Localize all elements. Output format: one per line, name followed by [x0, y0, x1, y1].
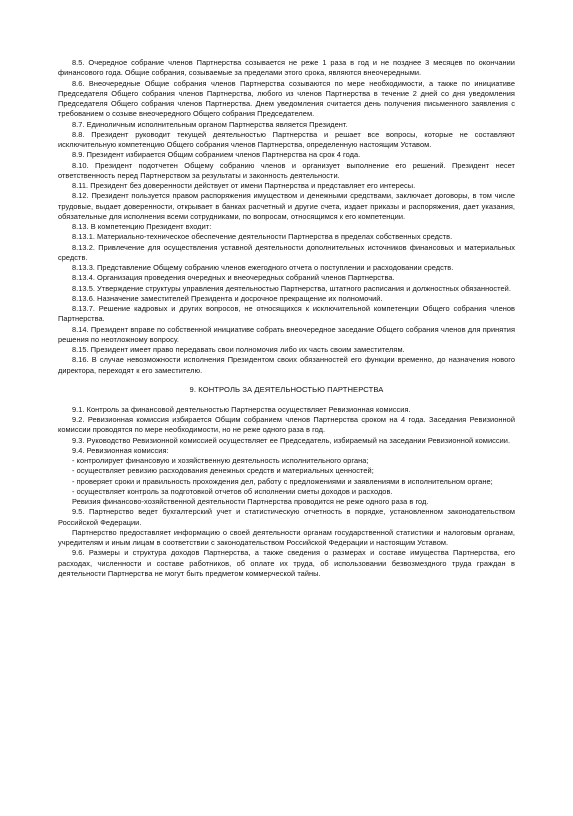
paragraph-8-13-3: 8.13.3. Представление Общему собранию членов ежегодного отчета о поступлении и расходовании средств. [72, 263, 454, 272]
paragraph-8-13-6: 8.13.6. Назначение заместителей Президента и досрочное прекращение их полномочий. [72, 293, 383, 303]
paragraph-8-12: 8.12. Президент пользуется правом распоряжения имуществом и денежными средствами, заключает договоры, в том числе трудовые, выдает доверенности, открывает в банках расчетный и другие счета, издает приказы и распоряжения, дает указания, обязательные для исполнения всеми сотрудниками, по вопросам, относящимся к его компетенции. [58, 191, 515, 221]
paragraph-9-1: 9.1. Контроль за финансовой деятельностью Партнерства осуществляет Ревизионная комиссия. [72, 404, 411, 414]
section-8-body [58, 58, 515, 376]
paragraph-8-16: 8.16. В случае невозможности исполнения Президентом своих обязанностей его функции временно, до назначения нового директора, переходят к его заместителю. [58, 355, 515, 375]
paragraph-8-13-7: 8.13.7. Решение кадровых и других вопросов, не относящихся к исключительной компетенции Общего собрания членов Партнерства. [58, 304, 515, 324]
list-item-9-4-d: - осуществляет контроль за подготовкой отчетов об исполнении сметы доходов и расходов. [72, 486, 393, 496]
paragraph-8-6: 8.6. Внеочередные Общие собрания членов Партнерства созываются по мере необходимости, а также по инициативе Председателя Общего собрания членов Партнерства, любого из членов Партнерства в течение 2 дней со дня уведомления Председателя Общего собрания членов Партнерства. Днем уведомления считается день получения письменного заявления с требованием о созыве внеочередного Общего собрания Председателем. [58, 78, 515, 119]
paragraph-8-9: 8.9. Президент избирается Общим собранием членов Партнерства на срок 4 года. [72, 150, 361, 160]
paragraph-8-10: 8.10. Президент подотчетен Общему собранию членов и организует выполнение его решений. Президент несет ответственность перед Партнерством за результаты и законность деятельности. [58, 160, 515, 180]
list-item-9-4-a: - контролирует финансовую и хозяйственную деятельность исполнительного органа; [72, 456, 369, 465]
paragraph-9-4: 9.4. Ревизионная комиссия: [72, 445, 169, 455]
paragraph-8-13-4: 8.13.4. Организация проведения очередных и внеочередных собраний членов Партнерства. [72, 273, 395, 283]
list-item-9-4-b: - осуществляет ревизию расходования денежных средств и материальных ценностей; [72, 466, 374, 476]
paragraph-9-5: 9.5. Партнерство ведет бухгалтерский учет и статистическую отчетность в порядке, установленном законодательством Российской Федерации. [58, 507, 515, 527]
paragraph-8-8: 8.8. Президент руководит текущей деятельностью Партнерства и решает все вопросы, которые не составляют исключительную компетенцию Общего собрания членов Партнерства, определенную настоящим Уставом. [58, 129, 515, 149]
paragraph-8-14: 8.14. Президент вправе по собственной инициативе собрать внеочередное заседание Общего собрания членов для принятия решения по неотложному вопросу. [58, 324, 515, 344]
paragraph-8-13: 8.13. В компетенцию Президент входит: [72, 222, 212, 231]
list-item-9-4-c: - проверяет сроки и правильность прохождения дел, работу с предложениями и заявлениями в исполнительном органе; [72, 476, 493, 486]
paragraph-9-5-info: Партнерство предоставляет информацию о своей деятельности органам государственной статистики и налоговым органам, учредителям и иным лицам в соответствии с законодательством Российской Федерации и настоящим Уставом. [58, 527, 515, 547]
paragraph-8-15: 8.15. Президент имеет право передавать свои полномочия либо их часть своим заместителям. [72, 345, 405, 354]
paragraph-8-7: 8.7. Единоличным исполнительным органом Партнерства является Президент. [72, 119, 348, 129]
section-9-body [58, 405, 515, 579]
paragraph-8-13-1: 8.13.1. Материально-техническое обеспечение деятельности Партнерства в пределах собственных средств. [72, 232, 453, 242]
paragraph-8-13-2: 8.13.2. Привлечение для осуществления уставной деятельности дополнительных источников финансовых и материальных средств. [58, 242, 515, 262]
paragraph-8-13-5: 8.13.5. Утверждение структуры управления деятельностью Партнерства, штатного расписания и должностных обязанностей. [72, 283, 511, 293]
paragraph-9-2: 9.2. Ревизионная комиссия избирается Общим собранием членов Партнерства сроком на 4 года. Заседания Ревизионной комиссии проводятся по мере необходимости, но не реже одного раза в год. [58, 415, 515, 435]
paragraph-9-4-audit: Ревизия финансово-хозяйственной деятельности Партнерства проводится не реже одного раза в год. [72, 497, 429, 506]
paragraph-9-3: 9.3. Руководство Ревизионной комиссией осуществляет ее Председатель, избираемый на заседании Ревизионной комиссии. [72, 435, 511, 445]
paragraph-9-6: 9.6. Размеры и структура доходов Партнерства, а также сведения о размерах и составе имущества Партнерства, его расходах, численности и составе работников, об оплате их труда, об использовании безвозмездного труда граждан в деятельности Партнерства не могут быть предметом коммерческой тайны. [58, 548, 515, 578]
paragraph-8-11: 8.11. Президент без доверенности действует от имени Партнерства и представляет его интересы. [72, 181, 416, 190]
paragraph-8-5: 8.5. Очередное собрание членов Партнерства созывается не реже 1 раза в год и не позднее 3 месяцев по окончании финансового года. Общие собрания, созываемые за пределами этого срока, являются внеочередными. [58, 58, 515, 78]
section-9-heading: 9. КОНТРОЛЬ ЗА ДЕЯТЕЛЬНОСТЬЮ ПАРТНЕРСТВА [189, 384, 384, 394]
